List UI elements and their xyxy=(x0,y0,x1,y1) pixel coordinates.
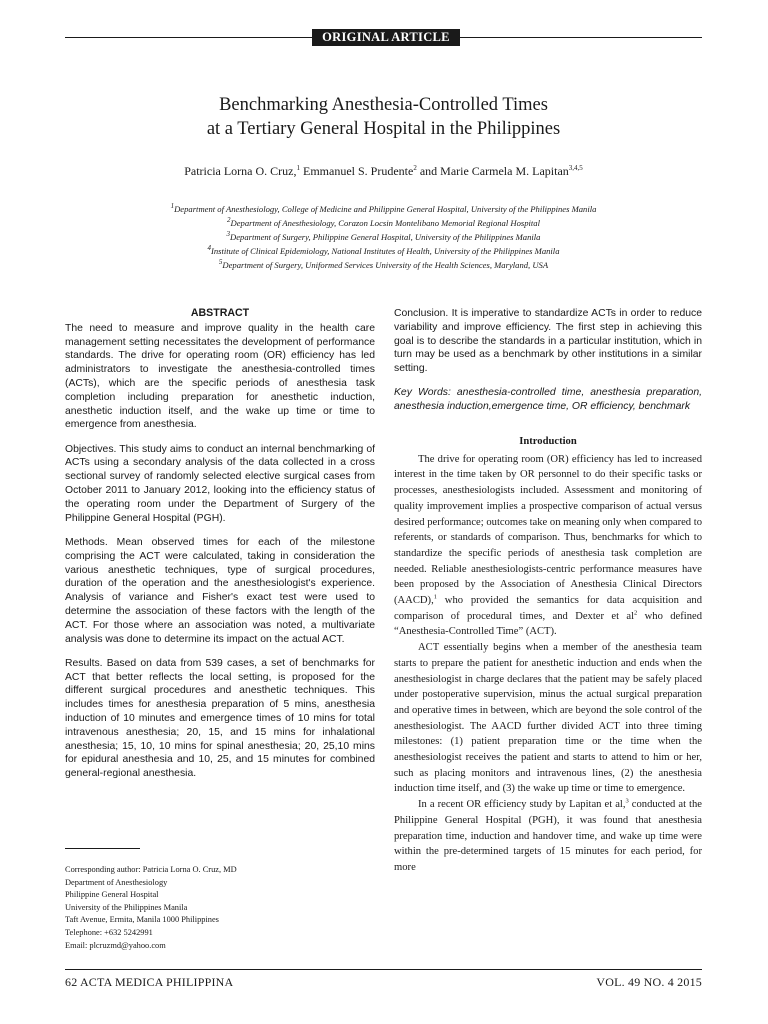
correspondence-line: Philippine General Hospital xyxy=(65,890,159,900)
affiliation-text: Institute of Clinical Epidemiology, National Institutes of Health, University of the Philippines Manila xyxy=(211,246,560,256)
keywords: Key Words: anesthesia-controlled time, anesthesia preparation, anesthesia induction,emergence time, OR efficiency, benchmark xyxy=(394,387,702,413)
abstract-conclusion: Conclusion. It is imperative to standardize ACTs in order to reduce variability and improve efficiency. The first step in achieving this goal is to describe the standards in a particular institution, which in turn may be used as a benchmark by other institutions in a similar setting. xyxy=(394,308,702,375)
author-affil-mark: 2 xyxy=(413,164,417,172)
intro-text: who provided the semantics for data acquisition and comparison of procedural times, and Dexter et al xyxy=(394,595,702,622)
author-affil-mark: 1 xyxy=(296,164,300,172)
abstract-methods: Methods. Mean observed times for each of the milestone comprising the ACT were calculated, taking in consideration the various anesthetic techniques, type of surgical procedures, duration of the operation and the anesthesiologist's experience. Analysis of variance and Fisher's exact test were used to determine the association of these factors with the length of the ACT. For those where an association was noted, a multivariate analysis was done to determine its impact on the actual ACT. xyxy=(65,536,375,645)
introduction-section xyxy=(394,434,702,876)
author-list xyxy=(65,163,702,179)
abstract-background: The need to measure and improve quality in the health care management setting necessitates the development of performance standards. The drive for operating room (OR) efficiency has led administrators to investigate the anesthesia-controlled times (ACTs), which are the specific periods of anesthesia task completion including preparation for anesthetic induction, anesthetic induction itself, and the wake up time or time to emergence from anesthesia. xyxy=(65,322,375,431)
citation-mark: 3 xyxy=(625,797,629,805)
affiliation-text: Department of Surgery, Philippine General Hospital, University of the Philippines Manila xyxy=(230,232,541,242)
correspondence-email: Email: plcruzmd@yahoo.com xyxy=(65,940,166,950)
author-name: Patricia Lorna O. Cruz, xyxy=(184,164,297,178)
correspondence-line: University of the Philippines Manila xyxy=(65,902,188,912)
title-line-2: at a Tertiary General Hospital in the Philippines xyxy=(206,119,561,139)
intro-text: In a recent OR efficiency study by Lapitan et al, xyxy=(418,799,626,811)
abstract-objectives: Objectives. This study aims to conduct an internal benchmarking of ACTs using a secondary analysis of the data collected in a cross sectional survey of randomly selected elective surgical cases from October 2011 to January 2012, looking into the efficiency status of the operating room under the Department of Surgery of the Philippine General Hospital (PGH). xyxy=(65,443,375,524)
citation-mark: 1 xyxy=(433,593,437,601)
intro-text: who defined “Anesthesia-Controlled Time” (ACT). xyxy=(394,610,702,638)
abstract-heading: ABSTRACT xyxy=(190,307,250,319)
author-name: Emmanuel S. Prudente xyxy=(303,164,414,178)
correspondence-line: Corresponding author: Patricia Lorna O. Cruz, MD xyxy=(65,865,237,874)
correspondence-line: Taft Avenue, Ermita, Manila 1000 Philippines xyxy=(65,915,219,925)
affiliation xyxy=(65,202,702,216)
affiliation-mark: 1 xyxy=(170,202,175,211)
abstract-results: Results. Based on data from 539 cases, a set of benchmarks for ACT that better reflects the local setting, is proposed for the different surgical procedures and anesthetic techniques. This includes times for anesthesia preparation of 5 mins, anesthesia induction of 10 minutes and emergence times of 10 mins for total intravenous anesthesia; 20, 15, and 15 mins for inhalational anesthesia; 15, 10, 10 mins for spinal anesthesia; 20, 25,10 mins for epidural anesthesia and 10, 25, and 15 minutes for combined general-regional anesthesia. xyxy=(65,657,375,780)
introduction-heading: Introduction xyxy=(519,436,577,447)
affiliation xyxy=(65,216,702,230)
correspondence-line: Telephone: +632 5242991 xyxy=(65,927,153,937)
intro-text: conducted at the Philippine General Hospital (PGH), it was found that anesthesia preparation time, induction and handover time, and wake up time were within the pre-determined targets of 15 minutes for each period, for more xyxy=(394,799,702,873)
intro-text: The drive for operating room (OR) efficiency has led to increased interest in the time taken by OR personnel to do their specific tasks or processes, anesthesiologists included. Assessment and monitoring of quality improvement implies a prospective comparison of actual versus desired performance; outcomes take on meaning only when compared to referents, or standards of comparison. Thus, benchmarks for which to standardize the specific periods of anesthesia task completion are needed. Reliable anesthesiologists-centric performance measures have been proposed by the Association of Anesthesia Clinical Directors (AACD), xyxy=(394,453,702,607)
affiliation-text: Department of Anesthesiology, College of Medicine and Philippine General Hospital, University of the Philippines Manila xyxy=(174,204,597,214)
affiliation-mark: 2 xyxy=(227,216,231,225)
affiliation-list xyxy=(65,202,702,272)
intro-paragraph-3 xyxy=(394,797,702,876)
article-title xyxy=(65,93,702,141)
abstract-continued xyxy=(394,307,702,425)
correspondence-line: Department of Anesthesiology xyxy=(65,877,168,887)
affiliation-text: Department of Surgery, Uniformed Services University of the Health Sciences, Maryland, USA xyxy=(222,260,549,270)
affiliation-text: Department of Anesthesiology, Corazon Locsin Montelibano Memorial Regional Hospital xyxy=(230,218,540,228)
affiliation xyxy=(65,258,702,272)
footer-volume: VOL. 49 NO. 4 2015 xyxy=(596,975,702,989)
affiliation xyxy=(65,230,702,244)
intro-paragraph-2: ACT essentially begins when a member of the anesthesia team starts to prepare the patient for anesthetic induction and ends when the anesthesiologist in charge declares that the patient may be safely placed under postoperative supervision, minus the actual surgical preparation and operative times in between, which are beyond the sole control of the anesthesiologist. The AACD further divided ACT into three timing milestones: (1) patient preparation time or the time when the anesthesiologist receives the patient and starts to attend to him or her, such as placing monitors and intravenous lines, (2) the anesthesia induction time itself, and (3) the wake up time or time to emergence. xyxy=(394,642,702,795)
abstract-column xyxy=(65,307,375,792)
affiliation xyxy=(65,244,702,258)
article-type-banner: ORIGINAL ARTICLE xyxy=(312,29,460,46)
correspondence-block xyxy=(65,864,375,952)
footer-journal: 62 ACTA MEDICA PHILIPPINA xyxy=(65,975,234,989)
citation-mark: 2 xyxy=(634,609,638,617)
footer-rule xyxy=(65,969,702,970)
intro-paragraph-1 xyxy=(394,452,702,640)
affiliation-mark: 5 xyxy=(218,258,223,267)
author-name: and Marie Carmela M. Lapitan xyxy=(419,164,569,178)
affiliation-mark: 4 xyxy=(207,244,211,253)
footnote-rule xyxy=(65,848,140,849)
title-line-1: Benchmarking Anesthesia-Controlled Times xyxy=(219,95,548,115)
author-affil-mark: 3,4,5 xyxy=(568,164,583,172)
affiliation-mark: 3 xyxy=(226,230,231,239)
